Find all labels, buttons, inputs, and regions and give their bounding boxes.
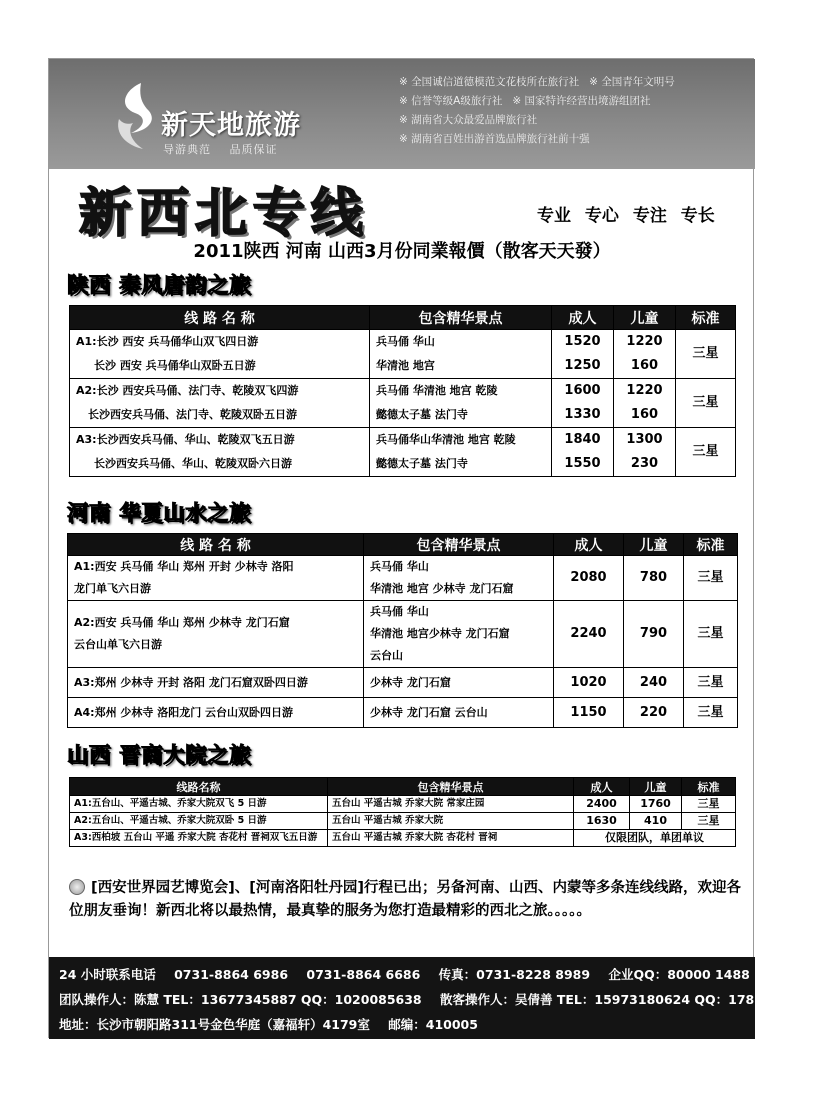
adult-price: 1630 bbox=[574, 813, 630, 830]
honor-item: ※ 全国诚信道德模范文花枝所在旅行社 bbox=[399, 76, 580, 88]
table-header-row bbox=[70, 306, 736, 330]
sights-line: 懿德太子墓 法门寺 bbox=[376, 457, 468, 470]
route-cell: A2:五台山、平遥古城、乔家大院双卧 5 日游 bbox=[70, 813, 328, 830]
sights-line: 兵马俑 华山 bbox=[376, 335, 435, 348]
address: 地址：长沙市朝阳路311号金色华庭（嘉福轩）4179室 bbox=[59, 1017, 370, 1032]
honor-item: ※ 湖南省百姓出游首选品牌旅行社前十强 bbox=[399, 133, 590, 145]
child-price bbox=[614, 428, 676, 477]
adult-price: 1150 bbox=[554, 698, 624, 728]
price-value: 1330 bbox=[564, 407, 601, 422]
adult-price: 2080 bbox=[554, 556, 624, 601]
sights-line: 兵马俑 华清池 地宫 乾陵 bbox=[376, 384, 498, 397]
team-operator: 团队操作人：陈慧 TEL：13677345887 QQ：1020085638 bbox=[59, 992, 422, 1007]
standard-cell: 三星 bbox=[684, 668, 738, 698]
standard-cell: 三星 bbox=[684, 601, 738, 668]
col-header: 包含精华景点 bbox=[364, 534, 554, 556]
col-header: 成人 bbox=[552, 306, 614, 330]
standard-cell: 三星 bbox=[684, 698, 738, 728]
adult-price bbox=[552, 330, 614, 379]
sights-cell: 五台山 平遥古城 乔家大院 常家庄园 bbox=[328, 796, 574, 813]
child-price: 240 bbox=[624, 668, 684, 698]
table-row bbox=[68, 601, 738, 668]
child-price: 1760 bbox=[630, 796, 682, 813]
price-value: 160 bbox=[630, 358, 659, 373]
shanxi-table bbox=[69, 777, 736, 847]
motto: 专业 专心 专注 专长 bbox=[537, 206, 715, 226]
table-row bbox=[68, 556, 738, 601]
postcode: 邮编：410005 bbox=[388, 1017, 478, 1032]
table-header-row bbox=[70, 778, 736, 796]
logo-text: 新天地旅游 bbox=[161, 110, 301, 141]
route-line: A1:长沙 西安 兵马俑华山双飞四日游 bbox=[76, 335, 259, 348]
hotline-label: 24 小时联系电话 bbox=[59, 967, 156, 982]
footer-line-3 bbox=[59, 1012, 745, 1037]
shaanxi-table bbox=[69, 305, 736, 477]
sights-line: 华清池 地宫 少林寺 龙门石窟 bbox=[370, 582, 514, 595]
sights-cell: 五台山 平遥古城 乔家大院 杏花村 晋祠 bbox=[328, 830, 574, 847]
route-line: 云台山单飞六日游 bbox=[74, 638, 162, 651]
col-header: 线 路 名 称 bbox=[68, 534, 364, 556]
route-line: 长沙西安兵马俑、华山、乾陵双卧六日游 bbox=[94, 457, 292, 470]
child-price bbox=[614, 330, 676, 379]
route-cell: A3:西柏坡 五台山 平遥 乔家大院 杏花村 晋祠双飞五日游 bbox=[70, 830, 328, 847]
contact-footer bbox=[49, 957, 816, 1039]
col-header: 成人 bbox=[574, 778, 630, 796]
standard-cell: 三星 bbox=[682, 796, 736, 813]
child-price: 790 bbox=[624, 601, 684, 668]
sights-cell: 少林寺 龙门石窟 云台山 bbox=[364, 698, 554, 728]
standard-cell: 三星 bbox=[684, 556, 738, 601]
sights-line: 兵马俑华山华清池 地宫 乾陵 bbox=[376, 433, 516, 446]
individual-operator: 散客操作人：吴倩善 TEL：15973180624 QQ：1786587986 bbox=[440, 992, 816, 1007]
route-cell bbox=[70, 330, 370, 379]
sights-cell: 少林寺 龙门石窟 bbox=[364, 668, 554, 698]
col-header: 儿童 bbox=[630, 778, 682, 796]
col-header: 标准 bbox=[684, 534, 738, 556]
route-cell: A1:五台山、平遥古城、乔家大院双飞 5 日游 bbox=[70, 796, 328, 813]
logo-icon bbox=[111, 79, 167, 153]
standard-cell: 三星 bbox=[676, 428, 736, 477]
table-row bbox=[70, 830, 736, 847]
section-title-henan: 河南 华夏山水之旅 bbox=[67, 501, 252, 525]
adult-price bbox=[552, 379, 614, 428]
table-header-row bbox=[68, 534, 738, 556]
table-row bbox=[70, 330, 736, 379]
adult-price: 2240 bbox=[554, 601, 624, 668]
price-value: 1550 bbox=[564, 456, 601, 471]
route-line: A2:西安 兵马俑 华山 郑州 少林寺 龙门石窟 bbox=[74, 616, 290, 629]
main-title: 新西北专线 bbox=[79, 184, 370, 244]
col-header: 线路名称 bbox=[70, 778, 328, 796]
price-value: 1600 bbox=[564, 383, 601, 398]
flyer bbox=[48, 58, 816, 1038]
price-value: 1520 bbox=[564, 334, 601, 349]
honor-item: ※ 湖南省大众最爱品牌旅行社 bbox=[399, 114, 538, 126]
price-subtitle: 2011陕西 河南 山西3月份同業報價（散客天天發） bbox=[193, 241, 611, 262]
table-row bbox=[70, 379, 736, 428]
route-cell bbox=[68, 601, 364, 668]
standard-cell: 三星 bbox=[676, 379, 736, 428]
adult-price: 2400 bbox=[574, 796, 630, 813]
child-price bbox=[614, 379, 676, 428]
child-price: 220 bbox=[624, 698, 684, 728]
sights-line: 兵马俑 华山 bbox=[370, 605, 429, 618]
table-row bbox=[70, 796, 736, 813]
col-header: 包含精华景点 bbox=[370, 306, 552, 330]
sights-line: 兵马俑 华山 bbox=[370, 560, 429, 573]
route-cell bbox=[68, 556, 364, 601]
route-line: 龙门单飞六日游 bbox=[74, 582, 151, 595]
standard-cell: 三星 bbox=[676, 330, 736, 379]
section-title-shanxi: 山西 晋商大院之旅 bbox=[67, 743, 252, 767]
col-header: 标准 bbox=[682, 778, 736, 796]
sights-cell bbox=[370, 330, 552, 379]
col-header: 儿童 bbox=[614, 306, 676, 330]
col-header: 包含精华景点 bbox=[328, 778, 574, 796]
honors-list bbox=[399, 73, 749, 149]
route-line: 长沙西安兵马俑、法门寺、乾陵双卧五日游 bbox=[88, 408, 297, 421]
price-value: 1250 bbox=[564, 358, 601, 373]
route-line: 长沙 西安 兵马俑华山双卧五日游 bbox=[94, 359, 256, 372]
col-header: 线 路 名 称 bbox=[70, 306, 370, 330]
group-note: 仅限团队，单团单议 bbox=[574, 830, 736, 847]
henan-table bbox=[67, 533, 738, 728]
route-cell: A4:郑州 少林寺 洛阳龙门 云台山双卧四日游 bbox=[68, 698, 364, 728]
logo-slogan: 导游典范 品质保证 bbox=[163, 143, 278, 156]
route-line: A2:长沙 西安兵马俑、法门寺、乾陵双飞四游 bbox=[76, 384, 299, 397]
footer-line-2 bbox=[59, 987, 816, 1012]
standard-cell: 三星 bbox=[682, 813, 736, 830]
price-value: 1840 bbox=[564, 432, 601, 447]
sights-cell bbox=[370, 379, 552, 428]
sights-cell bbox=[370, 428, 552, 477]
route-cell bbox=[70, 379, 370, 428]
sights-cell: 五台山 平遥古城 乔家大院 bbox=[328, 813, 574, 830]
honor-item: ※ 信誉等级A级旅行社 bbox=[399, 95, 503, 107]
price-value: 1300 bbox=[626, 432, 663, 447]
sights-line: 懿德太子墓 法门寺 bbox=[376, 408, 468, 421]
route-cell: A3:郑州 少林寺 开封 洛阳 龙门石窟双卧四日游 bbox=[68, 668, 364, 698]
adult-price bbox=[552, 428, 614, 477]
sights-line: 华清池 地宫 bbox=[376, 359, 435, 372]
route-line: A3:长沙西安兵马俑、华山、乾陵双飞五日游 bbox=[76, 433, 295, 446]
price-value: 1220 bbox=[626, 334, 663, 349]
honor-item: ※ 全国青年文明号 bbox=[589, 76, 675, 88]
price-value: 1220 bbox=[626, 383, 663, 398]
top-banner bbox=[49, 59, 755, 169]
honor-item: ※ 国家特许经营出境游组团社 bbox=[512, 95, 651, 107]
section-title-shaanxi: 陕西 秦风唐韵之旅 bbox=[67, 273, 252, 297]
sights-cell bbox=[364, 601, 554, 668]
hotline-number: 0731-8864 6686 bbox=[306, 967, 421, 982]
adult-price: 1020 bbox=[554, 668, 624, 698]
smiley-icon bbox=[69, 879, 85, 895]
table-row bbox=[70, 813, 736, 830]
company-qq: 企业QQ：80000 1488（1004） bbox=[608, 967, 810, 982]
footer-line-1 bbox=[59, 962, 810, 987]
price-value: 160 bbox=[630, 407, 659, 422]
promo-text: [西安世界园艺博览会]、[河南洛阳牡丹园]行程已出；另备河南、山西、内蒙等多条连线线路，欢迎各位朋友垂询！新西北将以最热情，最真挚的服务为您打造最精彩的西北之旅。。。。。 bbox=[69, 880, 742, 919]
route-line: A1:西安 兵马俑 华山 郑州 开封 少林寺 洛阳 bbox=[74, 560, 294, 573]
table-row bbox=[68, 668, 738, 698]
hotline-number: 0731-8864 6986 bbox=[174, 967, 289, 982]
sights-cell bbox=[364, 556, 554, 601]
table-row bbox=[70, 428, 736, 477]
price-value: 230 bbox=[630, 456, 659, 471]
col-header: 标准 bbox=[676, 306, 736, 330]
col-header: 成人 bbox=[554, 534, 624, 556]
child-price: 410 bbox=[630, 813, 682, 830]
route-cell bbox=[70, 428, 370, 477]
child-price: 780 bbox=[624, 556, 684, 601]
table-row bbox=[68, 698, 738, 728]
fax-number: 传真：0731-8228 8989 bbox=[438, 967, 591, 982]
sights-line: 云台山 bbox=[370, 649, 403, 662]
sights-line: 华清池 地宫少林寺 龙门石窟 bbox=[370, 627, 510, 640]
col-header: 儿童 bbox=[624, 534, 684, 556]
promo-text-block bbox=[69, 877, 749, 923]
